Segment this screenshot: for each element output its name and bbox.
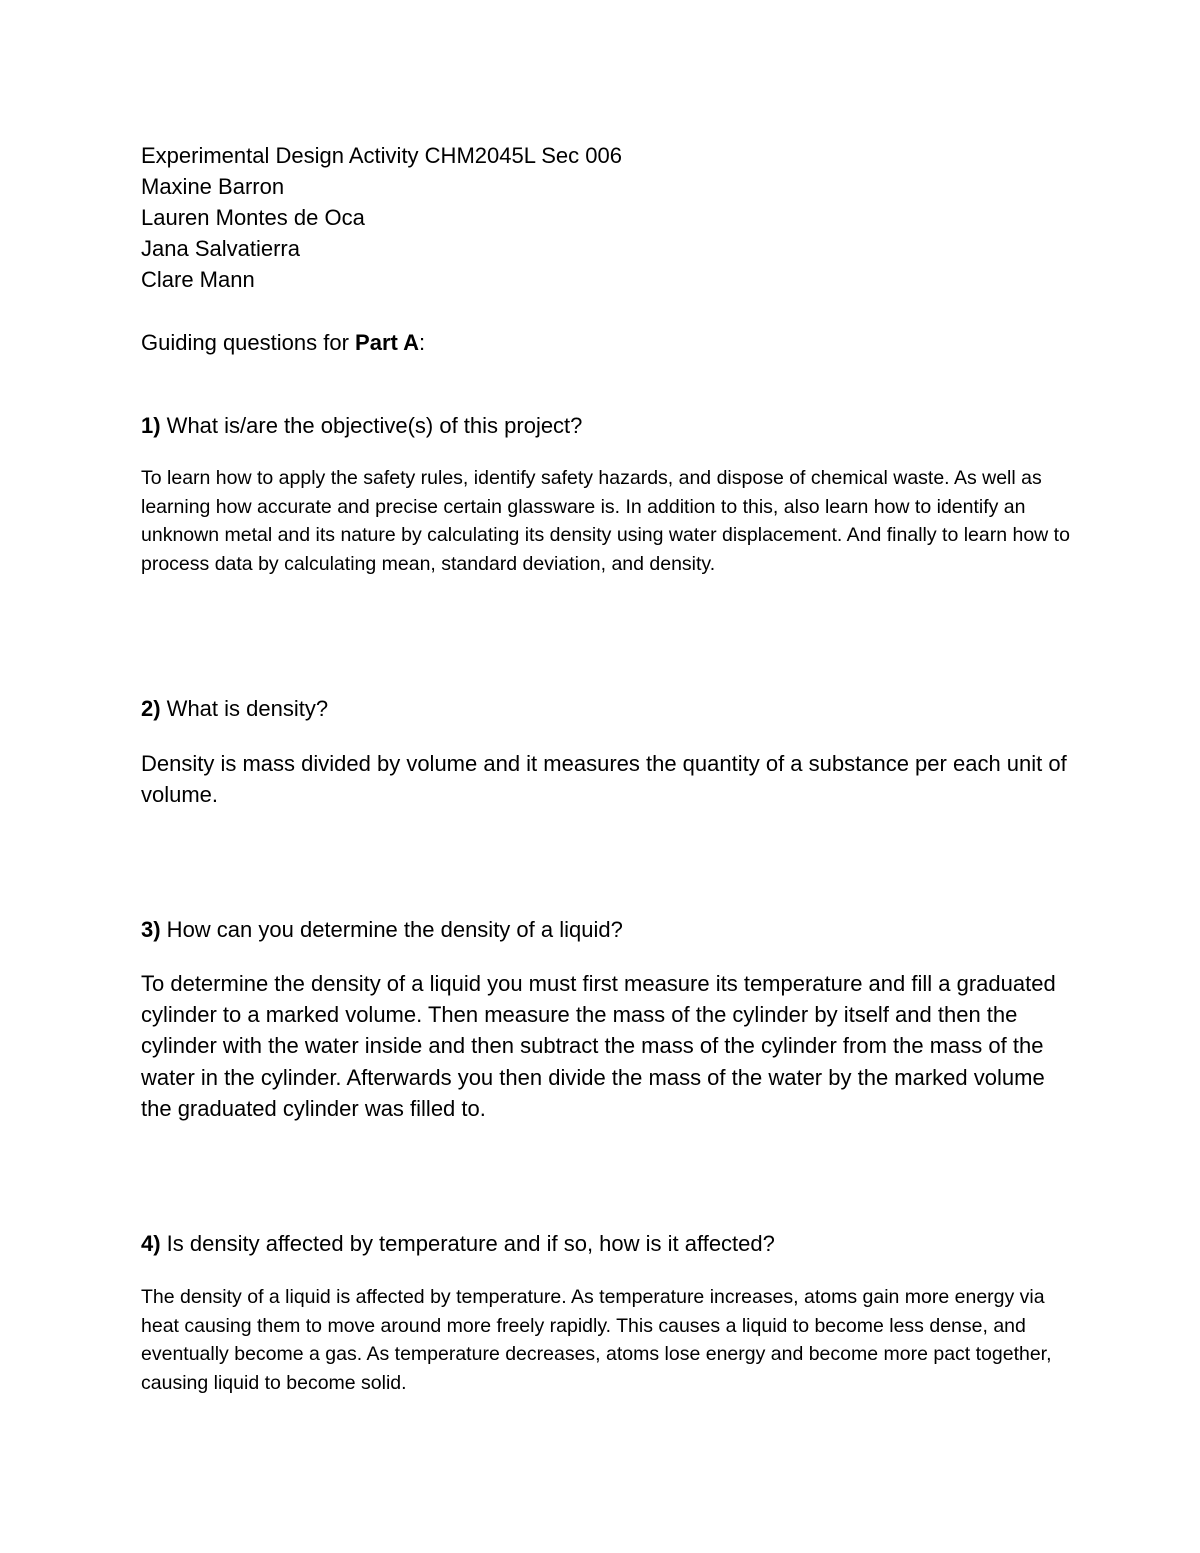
member-name: Clare Mann — [141, 267, 255, 292]
guiding-suffix: : — [419, 330, 426, 355]
question-4 — [141, 1228, 775, 1259]
member-name: Maxine Barron — [141, 174, 285, 199]
question-text: Is density affected by temperature and if so, how is it affected? — [160, 1231, 775, 1256]
question-3 — [141, 914, 623, 945]
answer-4: The density of a liquid is affected by temperature. As temperature increases, atoms gain more energy via heat causing them to move around more freely rapidly. This causes a liquid to become less dense, and eventually become a gas. As temperature decreases, atoms lose energy and become more pact together, causing liquid to become solid. — [141, 1286, 1052, 1394]
member-name: Lauren Montes de Oca — [141, 205, 365, 230]
question-number: 3) — [141, 917, 161, 942]
question-number: 2) — [141, 696, 161, 721]
guiding-part-label: Part A — [355, 330, 420, 355]
member-name: Jana Salvatierra — [141, 236, 300, 261]
document-title: Experimental Design Activity CHM2045L Sec 006 — [141, 143, 622, 168]
question-number: 1) — [141, 413, 161, 438]
question-2 — [141, 693, 328, 724]
answer-1: To learn how to apply the safety rules, identify safety hazards, and dispose of chemical waste. As well as learning how accurate and precise certain glassware is. In addition to this, also learn how to identify an unknown metal and its nature by calculating its density using water displacement. And finally to learn how to process data by calculating mean, standard deviation, and density. — [141, 467, 1070, 575]
question-number: 4) — [141, 1231, 161, 1256]
answer-2: Density is mass divided by volume and it measures the quantity of a substance per each unit of volume. — [141, 751, 1067, 808]
question-text: What is density? — [160, 696, 329, 721]
question-text: What is/are the objective(s) of this project? — [160, 413, 583, 438]
question-1 — [141, 410, 582, 441]
guiding-prefix: Guiding questions for — [141, 330, 356, 355]
question-text: How can you determine the density of a liquid? — [160, 917, 623, 942]
answer-3: To determine the density of a liquid you must first measure its temperature and fill a graduated cylinder to a marked volume. Then measure the mass of the cylinder by itself and then the cylinder with the water inside and then subtract the mass of the cylinder from the mass of the water in the cylinder. Afterwards you then divide the mass of the water by the marked volume the graduated cylinder was filled to. — [141, 971, 1056, 1121]
guiding-heading — [141, 327, 425, 358]
